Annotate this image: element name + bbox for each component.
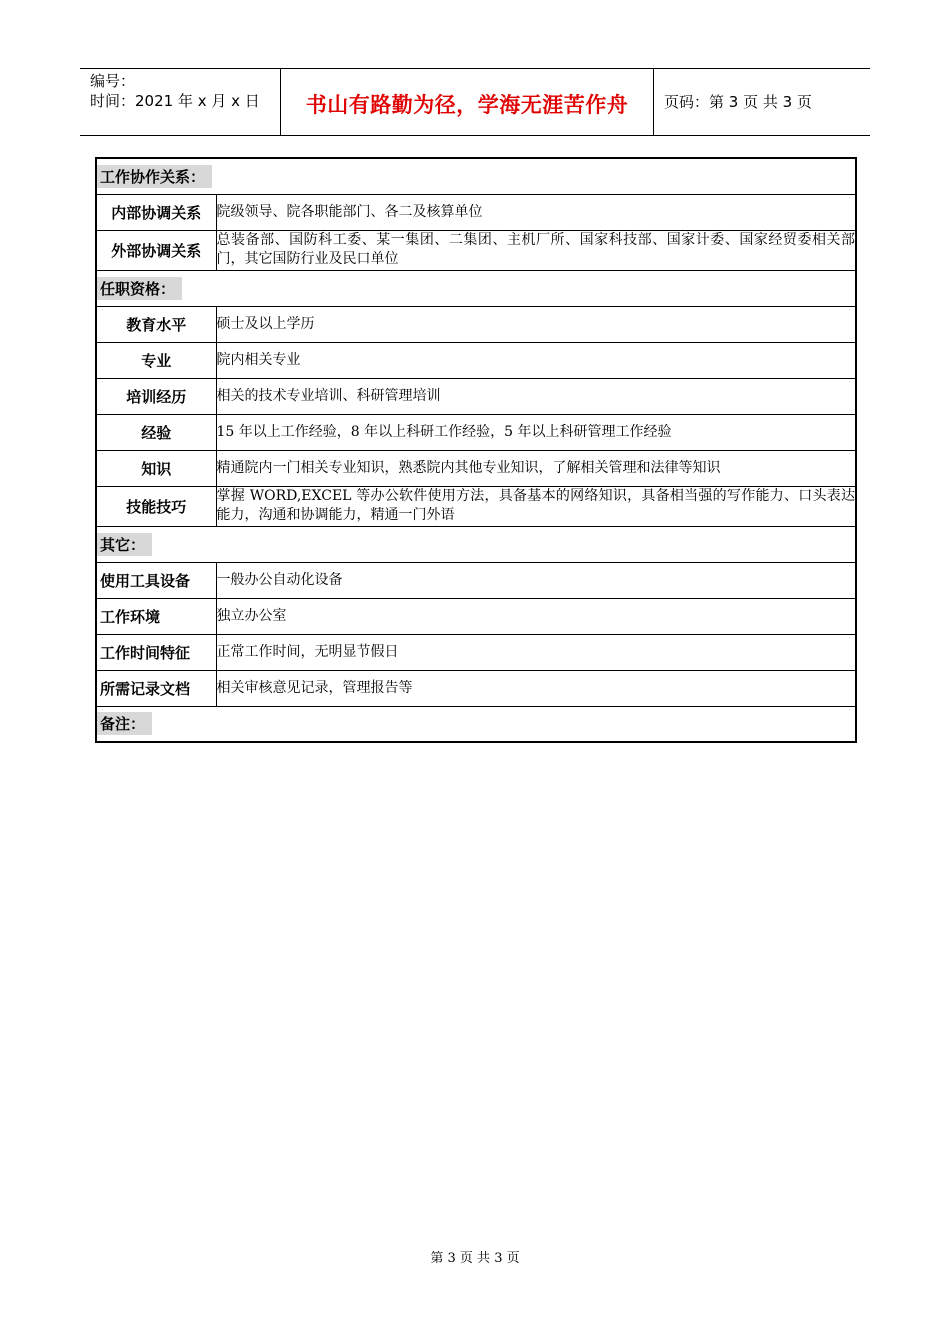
documents-value: 相关审核意见记录，管理报告等 <box>216 670 856 706</box>
table-row <box>96 414 856 450</box>
education-label: 教育水平 <box>96 306 216 342</box>
page-footer: 第 3 页 共 3 页 <box>430 1251 520 1266</box>
section-row-other <box>96 526 856 562</box>
section-title-collab: 工作协作关系： <box>97 165 212 188</box>
section-row-collab <box>96 158 856 194</box>
skills-value: 掌握 WORD,EXCEL 等办公软件使用方法，具备基本的网络知识，具备相当强的写作能力、口头表达能力，沟通和协调能力，精通一门外语 <box>216 486 856 526</box>
document-number-label: 编号： <box>90 72 136 90</box>
documents-label: 所需记录文档 <box>96 670 216 706</box>
major-value: 院内相关专业 <box>216 342 856 378</box>
environment-label: 工作环境 <box>96 598 216 634</box>
section-header <box>96 706 856 742</box>
section-row-qualification <box>96 270 856 306</box>
table-row <box>96 306 856 342</box>
experience-value: 15 年以上工作经验，8 年以上科研工作经验，5 年以上科研管理工作经验 <box>216 414 856 450</box>
table-row <box>96 670 856 706</box>
external-relations-value: 总装备部、国防科工委、某一集团、二集团、主机厂所、国家科技部、国家计委、国家经贸委相关部门，其它国防行业及民口单位 <box>216 230 856 270</box>
page-header <box>80 68 870 136</box>
section-title-other: 其它： <box>97 533 152 556</box>
header-left-cell <box>80 69 281 135</box>
table-row <box>96 230 856 270</box>
section-header <box>96 270 856 306</box>
section-header <box>96 158 856 194</box>
tools-label: 使用工具设备 <box>96 562 216 598</box>
table-row <box>96 634 856 670</box>
section-title-remarks: 备注： <box>97 712 152 735</box>
section-row-remarks <box>96 706 856 742</box>
table-row <box>96 450 856 486</box>
section-title-qualification: 任职资格： <box>97 277 182 300</box>
table-row <box>96 342 856 378</box>
internal-relations-value: 院级领导、院各职能部门、各二及核算单位 <box>216 194 856 230</box>
work-time-label: 工作时间特征 <box>96 634 216 670</box>
internal-relations-label: 内部协调关系 <box>96 194 216 230</box>
header-slogan: 书山有路勤为径，学海无涯苦作舟 <box>305 93 629 117</box>
tools-value: 一般办公自动化设备 <box>216 562 856 598</box>
table-row <box>96 486 856 526</box>
education-value: 硕士及以上学历 <box>216 306 856 342</box>
table-row <box>96 378 856 414</box>
document-time-label: 时间：2021 年 x 月 x 日 <box>90 92 260 110</box>
training-value: 相关的技术专业培训、科研管理培训 <box>216 378 856 414</box>
major-label: 专业 <box>96 342 216 378</box>
knowledge-value: 精通院内一门相关专业知识，熟悉院内其他专业知识，了解相关管理和法律等知识 <box>216 450 856 486</box>
section-header <box>96 526 856 562</box>
table-row <box>96 194 856 230</box>
experience-label: 经验 <box>96 414 216 450</box>
header-slogan-cell <box>281 69 654 135</box>
table-row <box>96 598 856 634</box>
work-time-value: 正常工作时间，无明显节假日 <box>216 634 856 670</box>
knowledge-label: 知识 <box>96 450 216 486</box>
skills-label: 技能技巧 <box>96 486 216 526</box>
training-label: 培训经历 <box>96 378 216 414</box>
job-description-table <box>95 157 857 743</box>
header-page-number: 页码：第 3 页 共 3 页 <box>664 92 812 111</box>
external-relations-label: 外部协调关系 <box>96 230 216 270</box>
table-row <box>96 562 856 598</box>
environment-value: 独立办公室 <box>216 598 856 634</box>
